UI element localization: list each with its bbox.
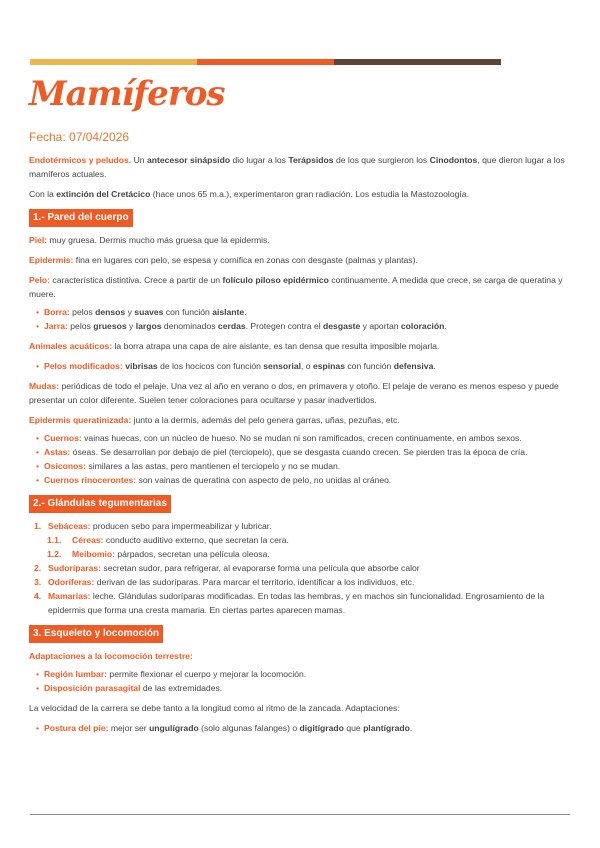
document-body <box>29 153 572 741</box>
glandulas-list <box>29 519 572 617</box>
list-item-astas: • Astas: óseas. Se desarrollan por debajo de piel (terciopelo), que se desgasta cuando crecen. Se pierden tras la época de cría. <box>38 445 572 459</box>
pelo-list <box>29 305 572 333</box>
mudas-paragraph: Mudas: periódicas de todo el pelaje. Una vez al año en verano o dos, en primavera y otoño. El pelaje de verano es menos espeso y puede presentar un color diferente. Suelen tener coloraciones para ocultarse y pasar inadvertidos. <box>29 381 559 405</box>
list-item-jarra: • Jarra: pelos gruesos y largos denominados cerdas. Protegen contra el desgaste y aportan coloración. <box>38 319 572 333</box>
page-title: Mamíferos <box>29 74 225 114</box>
section-heading-2: 2.- Glándulas tegumentarias <box>29 495 171 513</box>
pelo-paragraph: Pelo: característica distintiva. Crece a partir de un folículo piloso epidérmico continuamente. A medida que crece, se carga de queratina y muere. <box>29 275 563 299</box>
list-item-osiconos: • Osiconos: similares a las astas, pero mantienen el terciopelo y no se mudan. <box>38 459 572 473</box>
list-item-odoriferas: 3. Odoríferas: derivan de las sudoríparas. Para marcar el territorio, identificar a los individuos, etc. <box>34 577 415 587</box>
epidermis-paragraph: Epidermis: fina en lugares con pelo, se espesa y cornifica en zonas con desgaste (palmas y plantas). <box>29 255 418 265</box>
list-item-postura-pie: • Postura del pie: mejor ser ungulígrado (solo algunas falanges) o digitígrado que plantígrado. <box>38 721 572 735</box>
epidermis-queratinizada-paragraph: Epidermis queratinizada: junto a la dermis, además del pelo genera garras, uñas, pezuñas, etc. <box>29 415 400 425</box>
date-line: Fecha: 07/04/2026 <box>29 130 130 144</box>
list-item-borra: • Borra: pelos densos y suaves con función aislante. <box>38 305 572 319</box>
bar-segment-brown <box>334 59 501 65</box>
piel-paragraph: Piel: muy gruesa. Dermis mucho más gruesa que la epidermis. <box>29 235 270 245</box>
section-heading-1: 1.- Pared del cuerpo <box>29 209 133 227</box>
acuaticos-paragraph: Animales acuáticos: la borra atrapa una capa de aire aislante, es tan densa que resulta imposible mojarla. <box>29 341 440 351</box>
locomocion-subheading: Adaptaciones a la locomoción terrestre: <box>29 651 193 661</box>
bar-segment-yellow <box>30 59 197 65</box>
adaptaciones-list <box>29 667 572 695</box>
list-item-cuernos-rinocerontes: • Cuernos rinocerontes: son vainas de queratina con aspecto de pelo, no unidas al cráneo. <box>38 473 572 487</box>
list-item-pelos-modificados: • Pelos modificados: vibrisas de los hocicos con función sensorial, o espinas con función defensiva. <box>38 359 572 373</box>
section-heading-3: 3. Esqueleto y locomoción <box>29 625 163 643</box>
list-item-mamarias: 4. Mamarias: leche. Glándulas sudoríparas modificadas. En todas las hembras, y en machos sin funcionalidad. Engrosamiento de la epidermis que forma una cresta mamaria. En ciertas partes aparecen mamas. <box>34 591 545 615</box>
list-item-sebaceas: 1. Sebáceas: producen sebo para impermeabilizar y lubricar. <box>34 521 272 531</box>
bar-segment-orange <box>197 59 334 65</box>
velocidad-paragraph: La velocidad de la carrera se debe tanto a la longitud como al ritmo de la zancada. Adaptaciones: <box>29 703 400 713</box>
bottom-rule <box>30 814 570 815</box>
intro-paragraph-2: Con la extinción del Cretácico (hace unos 65 m.a.), experimentaron gran radiación. Los estudia la Mastozoología. <box>29 189 469 199</box>
list-item-cereas: 1.1. Céreas: conducto auditivo externo, que secretan la cera. <box>47 535 289 545</box>
header-color-bar <box>30 59 501 65</box>
intro-paragraph-1: Endotérmicos y peludos. Un antecesor sinápsido dio lugar a los Terápsidos de los que surgieron los Cinodontos, que dieron lugar a los mamíferos actuales. <box>29 155 565 179</box>
list-item-sudoriparas: 2. Sudoríparas: secretan sudor, para refrigerar, al evaporarse forma una película que absorbe calor <box>34 563 420 573</box>
list-item-meibomio: 1.2. Meibomio: párpados, secretan una película oleosa. <box>47 549 270 559</box>
pie-list <box>29 721 572 735</box>
modificados-list <box>29 359 572 373</box>
list-item-region-lumbar: • Región lumbar: permite flexionar el cuerpo y mejorar la locomoción. <box>38 667 572 681</box>
queratina-list <box>29 431 572 487</box>
list-item-disposicion-parasagital: • Disposición parasagital de las extremidades. <box>38 681 572 695</box>
list-item-cuernos: • Cuernos: vainas huecas, con un núcleo de hueso. No se mudan ni son ramificados, crecen continuamente, en ambos sexos. <box>38 431 572 445</box>
